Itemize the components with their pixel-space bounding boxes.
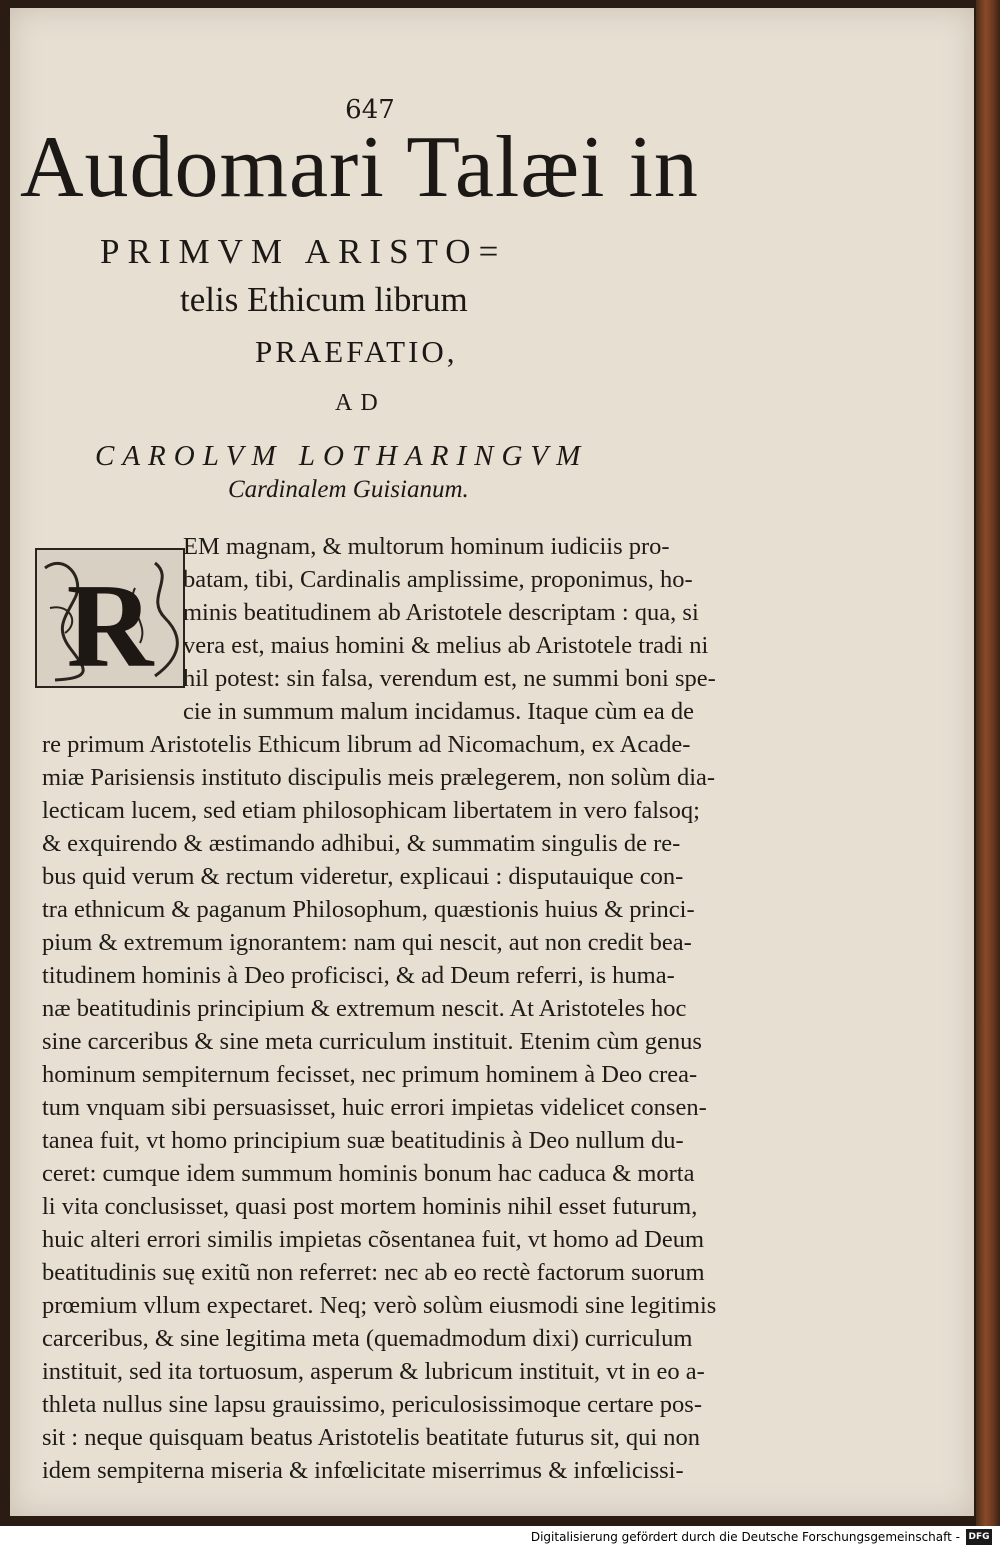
body-line: tanea fuit, vt homo principium suæ beatitudinis à Deo nullum du- bbox=[42, 1127, 684, 1154]
body-line: li vita conclusisset, quasi post mortem hominis nihil esset futurum, bbox=[42, 1193, 698, 1220]
body-line: tum vnquam sibi persuasisset, huic errori impietas videlicet consen- bbox=[42, 1094, 707, 1121]
body-line: cie in summum malum incidamus. Itaque cùm ea de bbox=[183, 698, 694, 725]
body-line: hil potest: sin falsa, verendum est, ne summi boni spe- bbox=[183, 665, 716, 692]
subtitle-line: telis Ethicum librum bbox=[180, 280, 468, 319]
body-line: minis beatitudinem ab Aristotele descriptam : qua, si bbox=[183, 599, 699, 626]
body-line: tra ethnicum & paganum Philosophum, quæstionis huius & princi- bbox=[42, 896, 695, 923]
ad-heading: AD bbox=[335, 390, 386, 416]
body-line: prœmium vllum expectaret. Neq; verò solùm eiusmodi sine legitimis bbox=[42, 1292, 717, 1319]
body-line: næ beatitudinis principium & extremum nescit. At Aristoteles hoc bbox=[42, 995, 687, 1022]
body-line: lecticam lucem, sed etiam philosophicam libertatem in vero falsoq; bbox=[42, 797, 700, 824]
page-title: Audomari Talæi in bbox=[20, 119, 699, 216]
body-line: huic alteri errori similis impietas cõsentanea fuit, vt homo ad Deum bbox=[42, 1226, 705, 1253]
body-line: bus quid verum & rectum videretur, explicaui : disputauique con- bbox=[42, 863, 684, 890]
body-line: EM magnam, & multorum hominum iudiciis pro- bbox=[183, 533, 670, 560]
dedicatee-name: CAROLVM LOTHARINGVM bbox=[95, 440, 589, 472]
page-number: 647 bbox=[345, 95, 395, 125]
body-line: miæ Parisiensis instituto discipulis meis prælegerem, non solùm dia- bbox=[42, 764, 716, 791]
dfg-logo-icon: DFG bbox=[966, 1529, 992, 1545]
body-line: sit : neque quisquam beatus Aristotelis beatitate futurus sit, qui non bbox=[42, 1424, 701, 1451]
body-line: carceribus, & sine legitima meta (quemadmodum dixi) curriculum bbox=[42, 1325, 693, 1352]
body-line: idem sempiterna miseria & infœlicitate miserrimus & infœlicissi- bbox=[42, 1457, 684, 1484]
body-line: vera est, maius homini & melius ab Aristotele tradi ni bbox=[183, 632, 709, 659]
praefatio-heading: PRAEFATIO, bbox=[255, 334, 458, 369]
body-line: re primum Aristotelis Ethicum librum ad Nicomachum, ex Acade- bbox=[42, 731, 691, 758]
body-line: beatitudinis suę exitũ non referret: nec ab eo rectè factorum suorum bbox=[42, 1259, 705, 1286]
body-line: batam, tibi, Cardinalis amplissime, proponimus, ho- bbox=[183, 566, 693, 593]
dedicatee-title: Cardinalem Guisianum. bbox=[228, 476, 469, 503]
drop-cap-letter: R bbox=[66, 559, 154, 688]
body-line: instituit, sed ita tortuosum, asperum & lubricum instituit, vt in eo a- bbox=[42, 1358, 705, 1385]
body-line: titudinem hominis à Deo proficisci, & ad Deum referri, is huma- bbox=[42, 962, 675, 989]
body-line: pium & extremum ignorantem: nam qui nescit, aut non credit bea- bbox=[42, 929, 692, 956]
body-line: thleta nullus sine lapsu grauissimo, periculosissimoque certare pos- bbox=[42, 1391, 703, 1418]
body-line: ceret: cumque idem summum hominis bonum hac caduca & morta bbox=[42, 1160, 695, 1187]
funding-credit: Digitalisierung gefördert durch die Deutsche Forschungsgemeinschaft - bbox=[530, 1530, 960, 1544]
body-line: hominum sempiternum fecisset, nec primum hominem à Deo crea- bbox=[42, 1061, 698, 1088]
body-line: sine carceribus & sine meta curriculum instituit. Etenim cùm genus bbox=[42, 1028, 702, 1055]
body-line: & exquirendo & æstimando adhibui, & summatim singulis de re- bbox=[42, 830, 681, 857]
subtitle-caps: PRIMVM ARISTO= bbox=[100, 232, 507, 271]
footer-bar bbox=[0, 1526, 1000, 1550]
